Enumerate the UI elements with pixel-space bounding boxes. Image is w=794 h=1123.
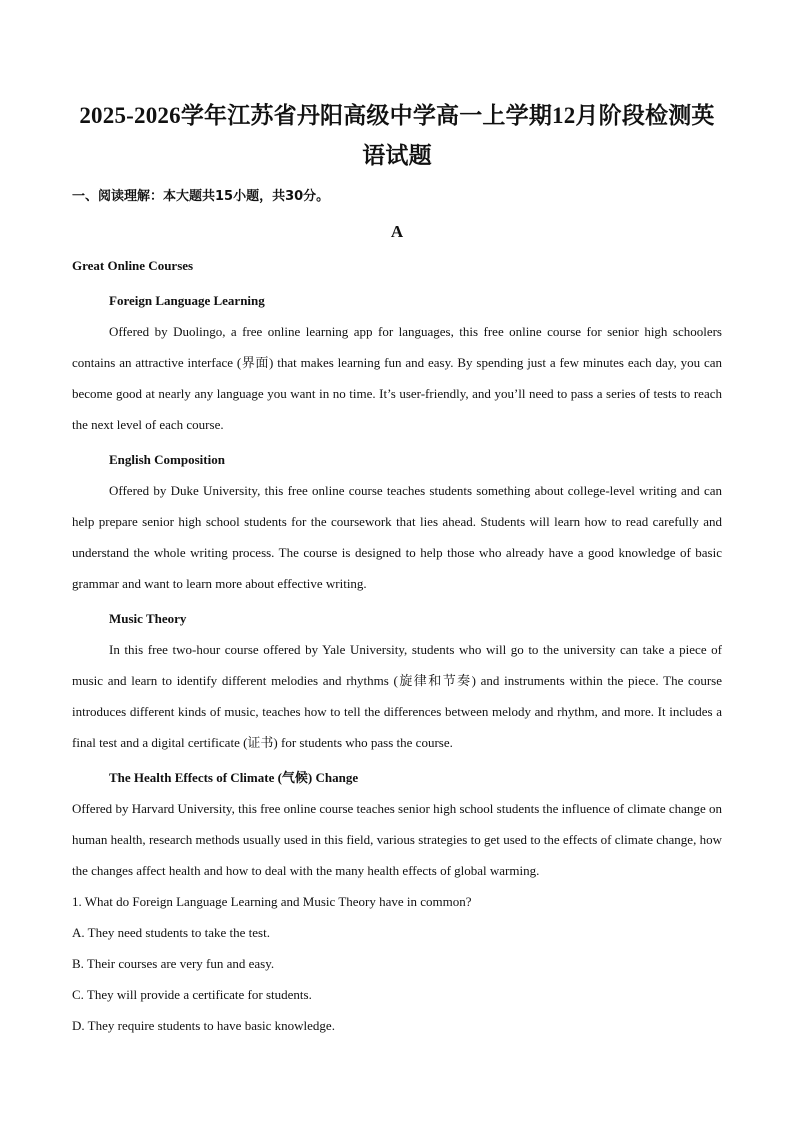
question-stem: 1. What do Foreign Language Learning and Music Theory have in common?	[72, 894, 472, 909]
question-option-b: B. Their courses are very fun and easy.	[72, 956, 275, 971]
course-body-english-composition: Offered by Duke University, this free online course teaches students something about college-level writing and can help prepare senior high school students for the coursework that lies ahead. Students will learn how to read carefully and understand the whole writing process. The course is designed to help those who already have a good knowledge of basic grammar and want to learn more about effective writing.	[72, 483, 722, 591]
question-option-a: A. They need students to take the test.	[72, 925, 270, 940]
question-option-d: D. They require students to have basic knowledge.	[72, 1018, 335, 1033]
question-option-c: C. They will provide a certificate for students.	[72, 987, 312, 1002]
course-body-foreign-language: Offered by Duolingo, a free online learning app for languages, this free online course for senior high schoolers contains an attractive interface (界面) that makes learning fun and easy. By spending just a few minutes each day, you can become good at nearly any language you want in no time. It’s user-friendly, and you’ll need to pass a series of tests to reach the next level of each course.	[72, 324, 722, 432]
passage-letter: A	[390, 222, 404, 241]
course-heading-foreign-language: Foreign Language Learning	[109, 293, 265, 308]
document-page	[72, 96, 722, 1041]
course-heading-climate-health: The Health Effects of Climate (气候) Change	[109, 770, 359, 785]
course-body-climate-health: Offered by Harvard University, this free online course teaches senior high school students the influence of climate change on human health, research methods usually used in this field, various strategies to get used to the effects of climate change, how the changes affect health and how to deal with the many health effects of global warming.	[72, 801, 722, 878]
course-heading-music-theory: Music Theory	[109, 611, 187, 626]
document-title: 2025-2026学年江苏省丹阳高级中学高一上学期12月阶段检测英语试题	[79, 103, 715, 168]
passage-title: Great Online Courses	[72, 258, 194, 273]
course-heading-english-composition: English Composition	[109, 452, 225, 467]
course-body-music-theory: In this free two-hour course offered by Yale University, students who will go to the university can take a piece of music and learn to identify different melodies and rhythms (旋律和节奏) and instruments within the piece. The course introduces different kinds of music, teaches how to tell the differences between melody and rhythm, and more. It includes a final test and a digital certificate (证书) for students who pass the course.	[72, 642, 722, 750]
section-header: 一、阅读理解：本大题共15小题，共30分。	[72, 189, 330, 204]
